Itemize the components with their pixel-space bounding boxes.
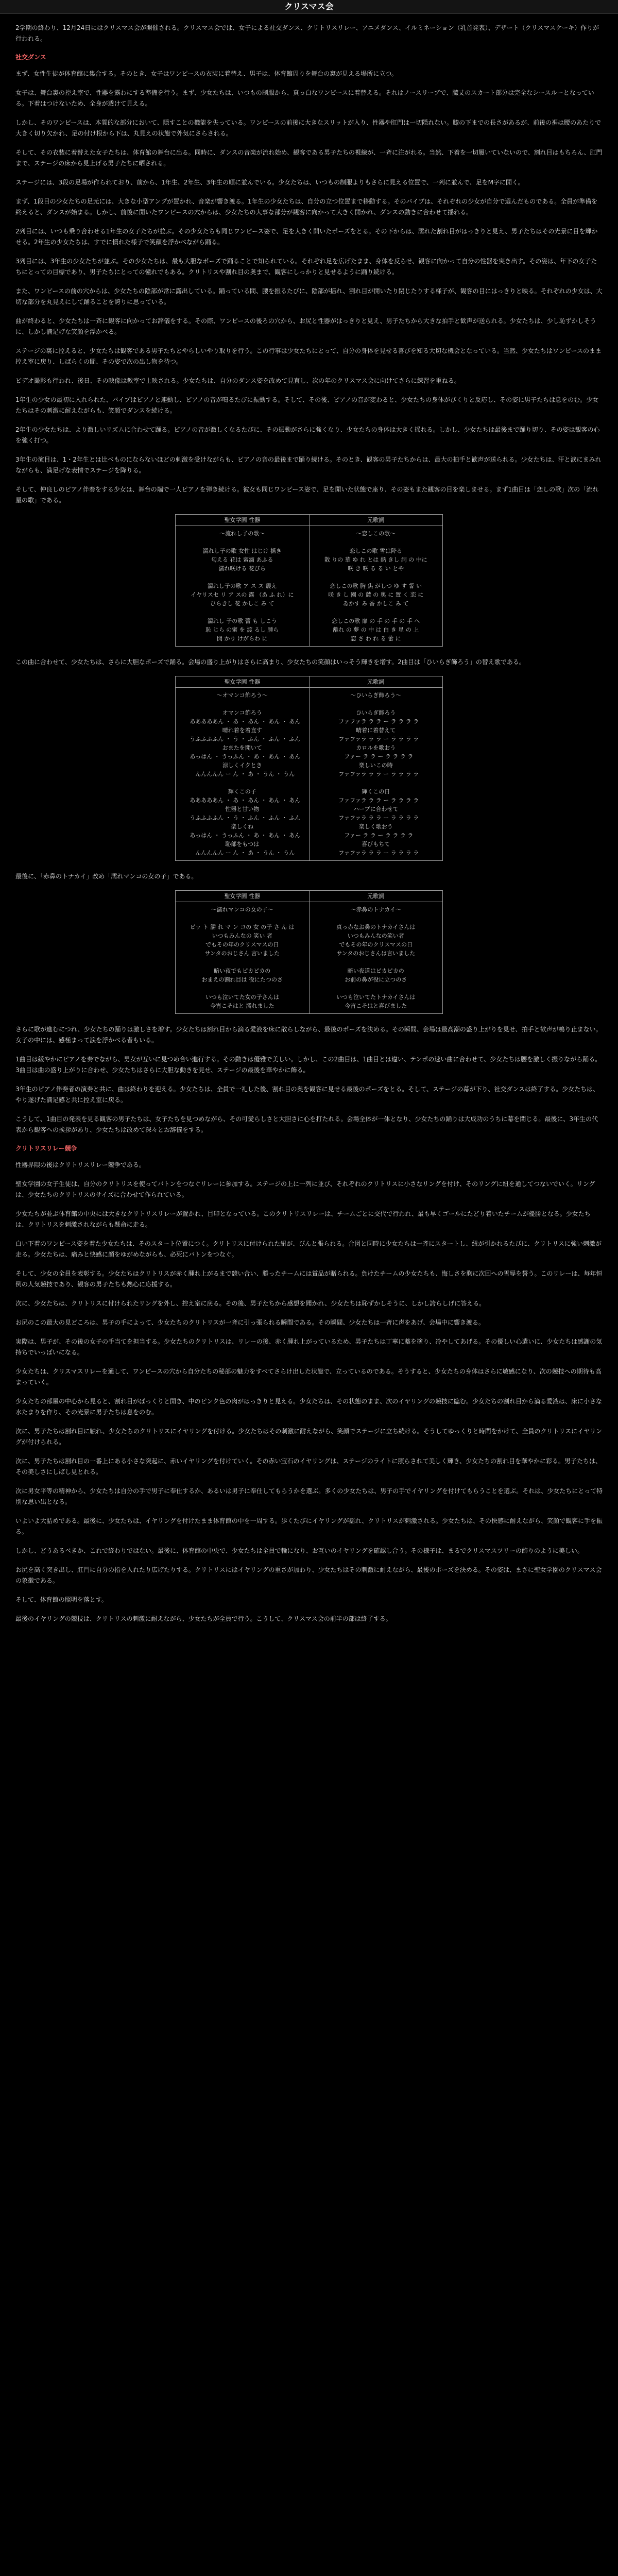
paragraph: 聖女学園の女子生徒は、自分のクリトリスを使ってバトンをつなぐリレーに参加する。ステージの上に一列に並び、それぞれのクリトリスに小さなリングを付け、そのリングに紐を通してつないでいく。リングは、少女たちのクリトリスのサイズに合わせて作られている。 [15,1180,595,1198]
lyrics-cell: ～流れし子の歌～ 濡れし子の歌 女性 はじけ 揺き 匂える 花は 蜜滴 あふる 濡れ咲ける 花びら 濡れし子の歌 ア ス ス 震え イヤリスセ リ ア スの 露 （あ ふ れ）に ひらきし 花 かしこ み て 濡れし 子の歌 蕾 も しこう 恥 じら の蜜 を 渡 るし 腫ら 開 かり けがらわ に [176,526,310,647]
paragraph: 最後に、「赤鼻のトナカイ」改め「濡れマンコの女の子」である。 [15,873,198,880]
paragraph: 1曲目は緩やかにピアノを奏でながら、男女が互いに見つめ合い進行する。その動きは優雅で美しい。しかし、この2曲目は、1曲目とは違い、テンポの速い曲に合わせて、少女たちは腰を激しく振りながら踊る。3曲目は曲の盛り上がりに合わせ、少女たちはさらに大胆な動きを見せ、ステージの最後を華やかに飾る。 [15,1056,602,1074]
paragraph: お尻のこの最大の見どころは、男子の手によって、少女たちのクリトリスが一斉に引っ張られる瞬間である。その瞬間、少女たちは一斉に声をあげ、会場中に響き渡る。 [15,1319,485,1326]
lyrics-cell: ～オマンコ飾ろう～ オマンコ飾ろう あああああん ・ あ ・ あん ・ あん ・ あん 晴れ着を着直す うふふふふん ・ う ・ ふん ・ ふん ・ ふん おまたを開いて あっはん ・ うっふん ・ あ ・ あん ・ あん 涼しくイクとき んんんんん ー ん ・ あ ・ うん ・ うん 輝くこの子 あああああん ・ あ ・ あん ・ あん ・ あん 性器と甘い物 うふふふふん ・ う ・ ふん ・ ふん ・ ふん 楽しくね あっはん ・ うっふん ・ あ ・ あん ・ あん 恥部をもつは んんんんん ー ん ・ あ ・ うん ・ うん [176,688,310,861]
section-heading: 社交ダンス [15,54,46,61]
lyrics-cell: ～ひいらぎ飾ろう～ ひいらぎ飾ろう ファファラ ラ ラ ー ラ ラ ラ ラ 晴着に着替えて ファファラ ラ ラ ー ラ ラ ラ ラ カロルを歌おう ファー ラ ラ ー ラ ラ ラ ラ 楽しいこの時 ファファラ ラ ラ ー ラ ラ ラ ラ 輝くこの日 ファファラ ラ ラ ー ラ ラ ラ ラ ハープに合わせて ファファラ ラ ラ ー ラ ラ ラ ラ 楽しく歌おう ファー ラ ラ ー ラ ラ ラ ラ 喜びもちて ファファラ ラ ラ ー ラ ラ ラ ラ [309,688,443,861]
paragraph: 最後のイヤリングの競技は、クリトリスの刺激に耐えながら、少女たちが全員で行う。こうして、クリスマス会の前半の部は終了する。 [15,1615,392,1622]
table-header: 聖女学園 性器 [176,515,310,526]
table-header: 元歌詞 [309,891,443,902]
paragraph: そして、少女の全員を表彰する。少女たちはクリトリスが赤く腫れ上がるまで競い合い、勝ったチームには賞品が贈られる。負けたチームの少女たちも、悔しさを胸に次回への雪辱を誓う。このリレーは、毎年恒例の人気競技であり、観客の男子たちも熱心に応援する。 [15,1270,603,1288]
paragraph: ステージの裏に控えると、少女たちは観客である男子たちとやらしいやり取りを行う。この行事は少女たちにとって、自分の身体を見せる喜びを知る大切な機会となっている。当然、少女たちはワンピースのまま控え室に戻り、しばらくの間、その姿で次の出し物を待つ。 [15,347,602,365]
paragraph: 少女たちは、クリスマスリレーを通して、ワンピースの穴から自分たちの秘部の魅力をすべてさらけ出した状態で、立っているのである。そうすると、少女たちの身体はさらに敏感になり、次の競技への期待も高まっていく。 [15,1368,602,1386]
paragraph: 曲が終わると、少女たちは一斉に観客に向かってお辞儀をする。その際、ワンピースの後ろの穴から、お尻と性器がはっきりと見え、男子たちから大きな拍手と歓声が送られる。少女たちは、少し恥ずかしそうに、しかし満足げな笑顔を浮かべる。 [15,317,596,335]
paragraph: 2年生の少女たちは、より激しいリズムに合わせて踊る。ピアノの音が激しくなるたびに、その振動がさらに強くなり、少女たちの身体は大きく揺れる。しかし、少女たちは最後まで踊り切り、その姿は観客の心を強く打つ。 [15,426,600,444]
paragraph: また、ワンピースの前の穴からは、少女たちの陰部が常に露出している。踊っている間、腰を振るたびに、陰部が揺れ、割れ目が開いたり閉じたりする様子が、観客の目にはっきりと映る。それぞれの少女は、大切な部分を丸見えにして踊ることを誇りに思っている。 [15,287,603,306]
paragraph: 3年生の演目は、1・2年生とは比べものにならないほどの刺激を受けながらも、ピアノの音の最後まで踊り続ける。そのとき、観客の男子たちからは、最大の拍手と歓声が送られる。少女たちは、汗と涙にまみれながらも、満足げな表情でステージを降りる。 [15,456,602,474]
paragraph: お尻を高く突き出し、肛門に自分の指を入れたり広げたりする。クリトリスにはイヤリングの重さが加わり、少女たちはその刺激に耐えながら、最後のポーズを決める。その姿は、まさに聖女学園のクリスマス会の象徴である。 [15,1566,602,1584]
lyrics-table-t1 [175,514,443,647]
paragraph: 少女たちの部屋の中心から見ると、割れ目がぱっくりと開き、中のピンク色の肉がはっきりと見える。少女たちは、その状態のまま、次のイヤリングの競技に臨む。少女たちの割れ目から滴る愛液は、床に小さな水たまりを作り、その光景に男子たちは息をのむ。 [15,1398,603,1416]
table-header: 元歌詞 [309,676,443,688]
paragraph: 3年生のピアノ伴奏者の演奏と共に、曲は終わりを迎える。少女たちは、全員で一礼した後、割れ目の奥を観客に見せる最後のポーズをとる。そして、ステージの幕が下り、社交ダンスは終了する。少女たちは、やり遂げた満足感と共に控え室に戻る。 [15,1086,599,1104]
paragraph: 次に、男子たちは割れ目の一番上にある小さな突起に、赤いイヤリングを付けていく。その赤い宝石のイヤリングは、ステージのライトに照らされて美しく輝き、少女たちの割れ目を華やかに彩る。男子たちは、その美しさにしばし見とれる。 [15,1458,602,1476]
paragraph: 次に、男子たちは割れ目に触れ、少女たちのクリトリスにイヤリングを付ける。少女たちはその刺激に耐えながら、笑顔でステージに立ち続ける。そうしてゆっくりと時間をかけて、全員のクリトリスにイヤリングが付けられる。 [15,1428,603,1446]
lyrics-cell: ～濡れマンコの女の子～ ピッ ト 濡 れ マ ン コの 女 の子 さ ん は いつもみんなの 笑い 者 でもその年のクリスマスの日 サンタのおじさん 言いました 暗い夜でもピカピカの おまえの割れ目は 役にたつのさ いつも泣いてた女の子さんは 今宵こそはと 濡れました [176,902,310,1014]
paragraph: 白い下着のワンピース姿を着た少女たちは、そのスタート位置につく。クリトリスに付けられた紐が、ぴんと張られる。合図と同時に少女たちは一斉にスタートし、紐が引かれるたびに、クリトリスに強い刺激が走る。少女たちは、痛みと快感に顔をゆがめながらも、必死にバトンをつなぐ。 [15,1240,602,1258]
lyrics-table-t3 [175,890,443,1014]
paragraph: いよいよ大詰めである。最後に、少女たちは、イヤリングを付けたまま体育館の中を一周する。歩くたびにイヤリングが揺れ、クリトリスが刺激される。少女たちは、その快感に耐えながら、笑顔で観客に手を振る。 [15,1517,603,1535]
table-header: 元歌詞 [309,515,443,526]
paragraph: 3列目には、3年生の少女たちが並ぶ。その少女たちは、最も大胆なポーズで踊ることで知られている。それぞれ足を広げたまま、身体を反らせ、観客に向かって自分の性器を突き出す。その姿は、年下の女子たちにとっての目標であり、男子たちにとっての憧れでもある。クリトリスや割れ目の奥まで、観客にしっかりと見せるように踊り続ける。 [15,258,597,276]
lyrics-cell: ～赤鼻のトナカイ～ 真っ赤なお鼻のトナカイさんは いつもみんなの笑い者 でもその年のクリスマスの日 サンタのおじさんは言いました 暗い夜道はピカピカの お前の鼻が役に立つのさ いつも泣いてたトナカイさんは 今宵こそはと喜びました [309,902,443,1014]
page-title: クリスマス会 [0,0,618,14]
paragraph: 次に男女平等の精神から、少女たちは自分の手で男子に奉仕するか、あるいは男子に奉仕してもらうかを選ぶ。多くの少女たちは、男子の手でイヤリングを付けてもらうことを選ぶ。それは、少女たちにとって特別な思い出となる。 [15,1487,603,1505]
lyrics-table-t2 [175,676,443,861]
paragraph: さらに歌が進むにつれ、少女たちの踊りは激しさを増す。少女たちは割れ目から滴る愛液を床に散らしながら、最後のポーズを決める。その瞬間、会場は最高潮の盛り上がりを見せ、拍手と歓声が鳴り止まない。女子の中には、感極まって涙を浮かべる者もいる。 [15,1026,602,1044]
paragraph: まず、1段目の少女たちの足元には、大きな小型アンプが置かれ、音楽が響き渡る。1年生の少女たちは、自分の立つ位置まで移動する。そのバイブは、それぞれの少女が自分で選んだものである。全員が準備を終えると、ダンスが始まる。しかし、前後に開いたワンピースの穴からは、少女たちの大事な部分が観客に向かって大きく開かれ、ダンスの動きに合わせて揺れる。 [15,198,598,216]
paragraph: ビデオ撮影も行われ、後日、その映像は教室で上映される。少女たちは、自分のダンス姿を改めて見直し、次の年のクリスマス会に向けてさらに練習を重ねる。 [15,377,460,384]
paragraph: 性器界隈の後はクリトリスリレー競争である。 [15,1161,145,1168]
paragraph: まず、女性生徒が体育館に集合する。そのとき、女子はワンピースの衣装に着替え、男子は、体育館周りを舞台の裏が見える場所に立つ。 [15,70,398,77]
paragraph: 2列目には、いつも乗り合わせる1年生の女子たちが並ぶ。その少女たちも同じワンピース姿で、足を大きく開いたポーズをとる。その下からは、濡れた割れ目がはっきりと見え、男子たちはその光景に目を輝かせる。2年生の少女たちは、すでに慣れた様子で笑顔を浮かべながら踊る。 [15,228,598,246]
paragraph: しかし、そのワンピースは、本質的な部分において、隠すことの機能を失っている。ワンピースの前後に大きなスリットが入り、性器や肛門は一切隠れない。膝の下までの長さがあるが、前後の裾は腰のあたりで大きく切り欠かれ、足の付け根から下は、丸見えの状態で外気にさらされる。 [15,119,602,137]
paragraph: 少女たちが並ぶ体育館の中央には大きなクリトリスリレーが置かれ、目印となっている。このクリトリスリレーは、チームごとに交代で行われ、最も早くゴールにたどり着いたチームが優勝となる。少女たちは、クリトリスを刺激されながらも懸命に走る。 [15,1210,591,1228]
paragraph: そして、仲良しのピアノ伴奏をする少女は、舞台の端で一人ピアノを弾き続ける。彼女も同じワンピース姿で、足を開いた状態で座り、その姿もまた観客の目を楽しませる。まず1曲目は「恋しの歌」次の「流れ星の歌」である。 [15,486,599,504]
paragraph: この曲に合わせて、少女たちは、さらに大胆なポーズで踊る。会場の盛り上がりはさらに高まり、少女たちの笑顔はいっそう輝きを増す。2曲目は「ひいらぎ飾ろう」の替え歌である。 [15,658,525,666]
table-header: 聖女学園 性器 [176,891,310,902]
paragraph: しかし、どうあるべきか、これで終わりではない。最後に、体育館の中央で、少女たちは全員で輪になり、お互いのイヤリングを確認し合う。その様子は、まるでクリスマスツリーの飾りのように美しい。 [15,1547,583,1554]
paragraph: 実際は、男子が、その後の女子の手当てを担当する。少女たちのクリトリスは、リレーの後、赤く腫れ上がっているため、男子たちは丁寧に薬を塗り、冷やしてあげる。その優しい心遣いに、少女たちは感謝の気持ちでいっぱいになる。 [15,1338,603,1356]
table-header: 聖女学園 性器 [176,676,310,688]
paragraph: 女子は、舞台裏の控え室で、性器を露わにする準備を行う。まず、少女たちは、いつもの制服から、真っ白なワンピースに着替える。それはノースリーブで、膝丈のスカート部分は完全なシースルーとなっている。下着はつけないため、全身が透けて見える。 [15,89,594,107]
paragraph: ステージには、3段の足場が作られており、前から、1年生、2年生、3年生の順に並んでいる。少女たちは、いつもの制服よりもさらに見える位置で、一列に並んで、足をM字に開く。 [15,179,524,186]
paragraph: そして、その衣装に着替えた女子たちは、体育館の舞台に出る。同時に、ダンスの音楽が流れ始め、観客である男子たちの視線が、一斉に注がれる。当然、下着を一切履いていないので、割れ目はもちろん、肛門まで、ステージの床から見上げる男子たちに晒される。 [15,149,603,167]
section-heading: クリトリスリレー競争 [15,1145,77,1152]
content-area [15,23,603,1633]
lyrics-cell: ～恋しこの歌～ 恋しこの歌 雪は降る 散 りの 華 ゆ れ とは 熱 きし 詞 の 中に 咲 き 咲 る る い とや 恋しこの歌 胸 焦 がしつ ゆ す 誓 い 咲 き し 園 の 麓 の 奥 に 置 く 恋 に ゐかす み 香 かしこ み て 恋しこの歌 扉 の 手 の 手 の 手 へ 離れ の 夢 の 中 は 白 き 星 の 上 恋 さ わ れ る 蕾 に [309,526,443,647]
paragraph: 次に、少女たちは、クリトリスに付けられたリングを外し、控え室に戻る。その後、男子たちから感想を聞かれ、少女たちは恥ずかしそうに、しかし誇らしげに答える。 [15,1300,486,1307]
paragraph: こうして、1曲目の発表を見る観客の男子たちは、女子たちを見つめながら、その可愛らしさと大胆さに心を打たれる。会場全体が一体となり、少女たちの踊りは大成功のうちに幕を閉じる。最後に、3年生の代表から観客への挨拶があり、少女たちは改めて深々とお辞儀をする。 [15,1115,598,1133]
paragraph: 1年生の少女の最初に入れられた、バイブはピアノと連動し、ピアノの音が鳴るたびに振動する。そして、その後、ピアノの音が変わると、少女たちの身体がびくりと反応し、その姿に男子たちは息をのむ。少女たちはその刺激に耐えながらも、笑顔でダンスを続ける。 [15,396,599,414]
paragraph: 2学期の終わり、12月24日にはクリスマス会が開催される。クリスマス会では、女子による社交ダンス、クリトリスリレー、アニメダンス、イルミネーション（乳首発表）、デザート（クリスマスケーキ）作りが行われる。 [15,24,599,42]
paragraph: そして、体育館の照明を落とす。 [15,1596,108,1603]
